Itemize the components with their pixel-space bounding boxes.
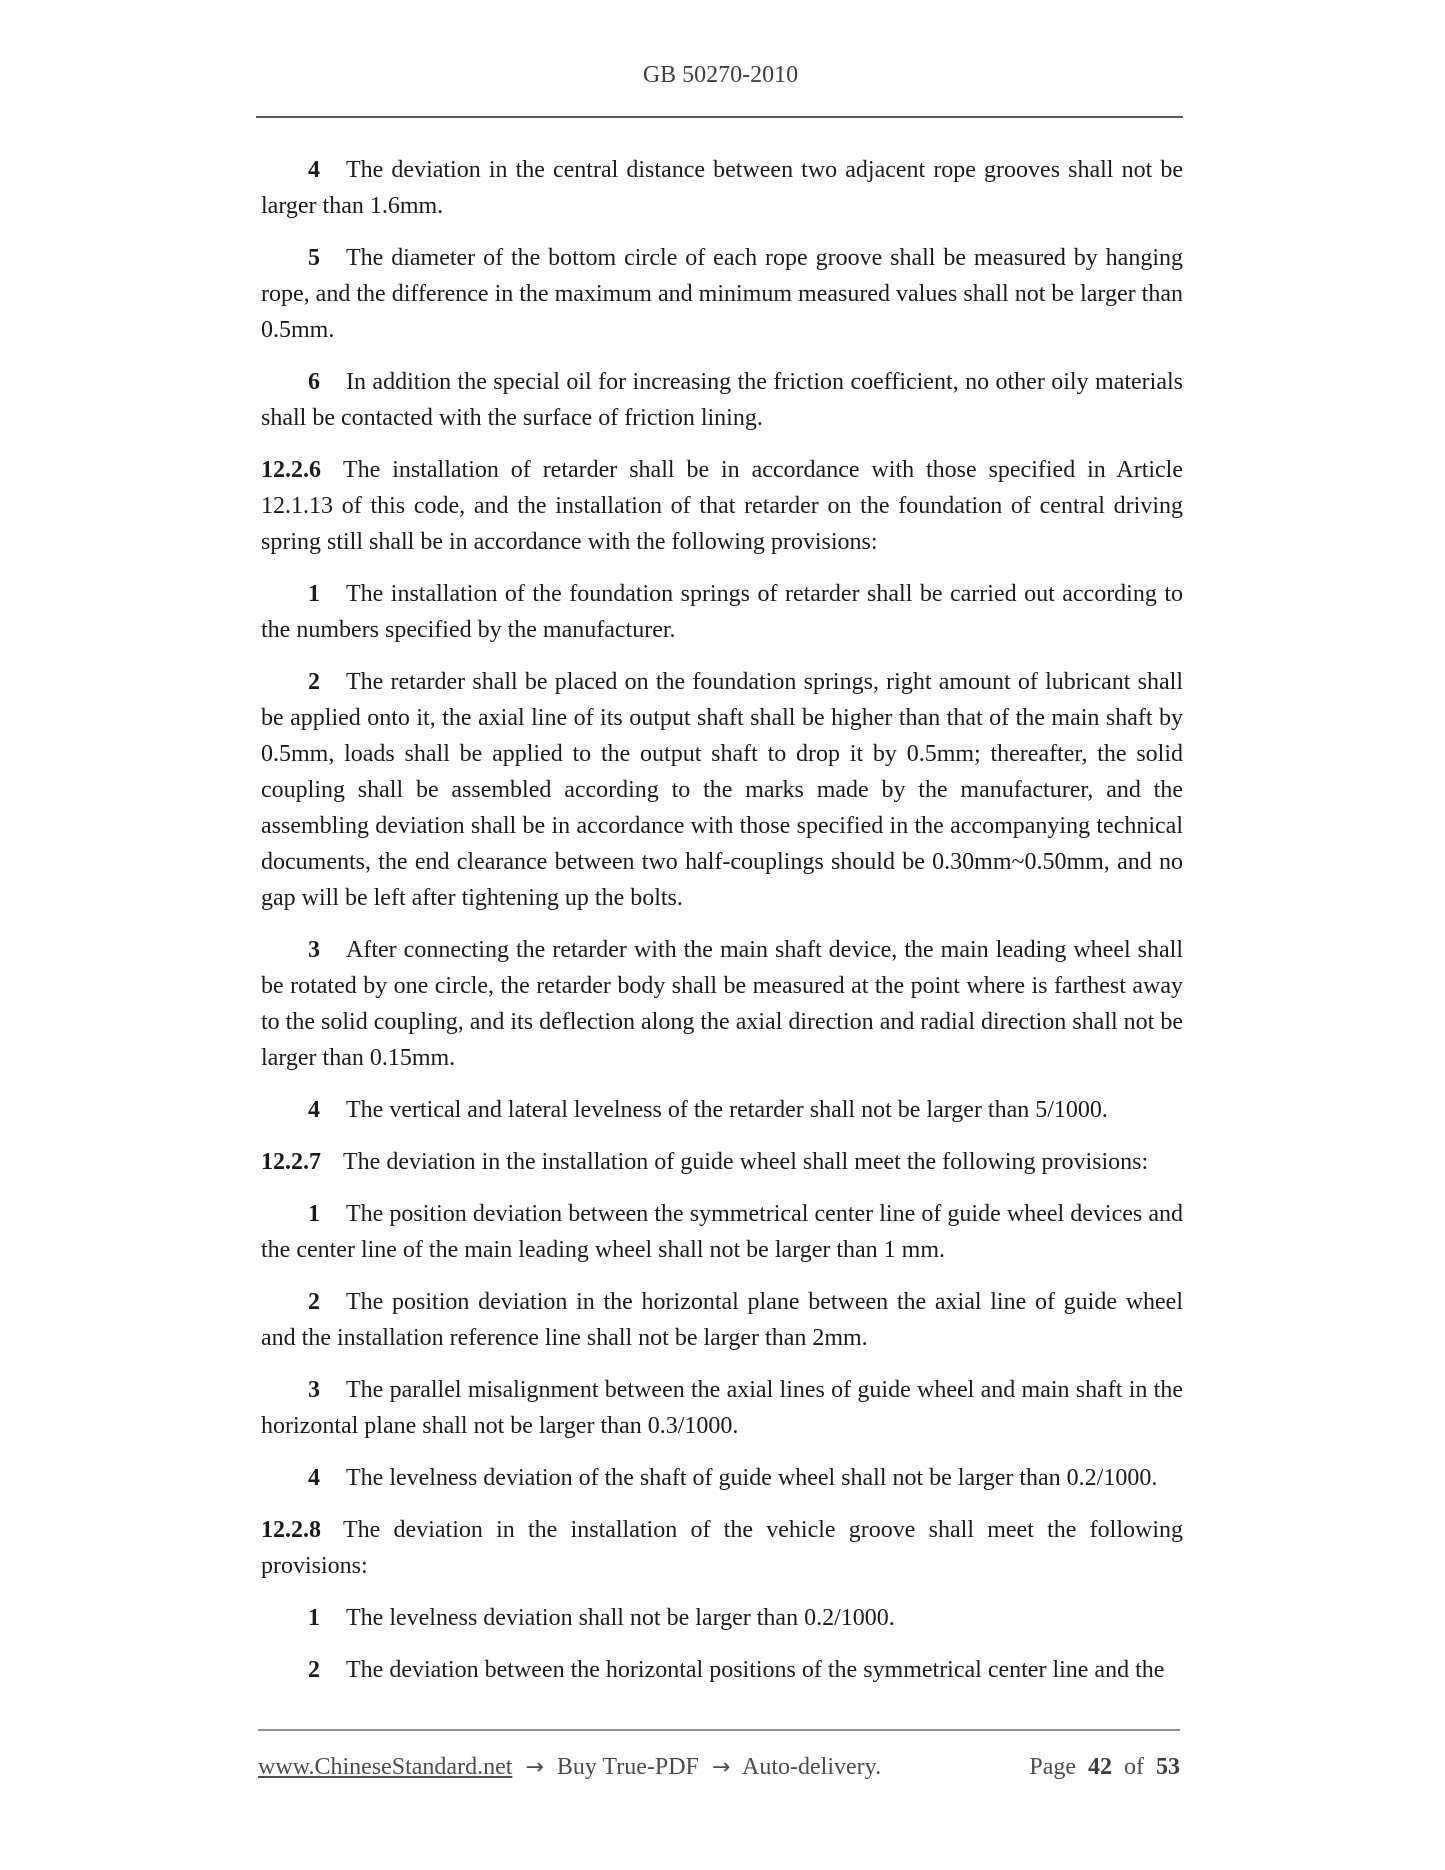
- footer-delivery-text: Auto-delivery.: [742, 1754, 882, 1780]
- section-paragraph: [261, 1512, 1183, 1584]
- footer-rule: [258, 1729, 1180, 1731]
- paragraph-text: The deviation in the central distance between two adjacent rope grooves shall not be larger than 1.6mm.: [261, 157, 1183, 219]
- footer-left: [258, 1752, 888, 1783]
- paragraph-text: The position deviation in the horizontal plane between the axial line of guide wheel and the installation reference line shall not be larger than 2mm.: [261, 1289, 1183, 1351]
- item-number: 6: [308, 369, 320, 395]
- paragraph: [261, 1600, 1183, 1636]
- paragraph-text: The deviation in the installation of the vehicle groove shall meet the following provisions:: [261, 1517, 1183, 1579]
- item-number: 2: [308, 669, 320, 695]
- item-number: 3: [308, 937, 320, 963]
- paragraph-text: The diameter of the bottom circle of each rope groove shall be measured by hanging rope, and the difference in the maximum and minimum measured values shall not be larger than 0.5mm.: [261, 245, 1183, 343]
- paragraph-text: After connecting the retarder with the main shaft device, the main leading wheel shall be rotated by one circle, the retarder body shall be measured at the point where is farthest away to the solid coupling, and its deflection along the axial direction and radial direction shall not be larger than 0.15mm.: [261, 937, 1183, 1071]
- item-number: 1: [308, 581, 320, 607]
- paragraph-text: The installation of the foundation springs of retarder shall be carried out according to the numbers specified by the manufacturer.: [261, 581, 1183, 643]
- section-paragraph: [261, 1144, 1183, 1180]
- paragraph: [261, 240, 1183, 348]
- paragraph: [261, 1284, 1183, 1356]
- paragraph-text: The levelness deviation of the shaft of guide wheel shall not be larger than 0.2/1000.: [346, 1465, 1158, 1491]
- item-number: 2: [308, 1289, 320, 1315]
- item-number: 2: [308, 1657, 320, 1683]
- header-rule: [256, 116, 1183, 118]
- item-number: 4: [308, 1465, 320, 1491]
- paragraph: [261, 576, 1183, 648]
- paragraph-text: The parallel misalignment between the axial lines of guide wheel and main shaft in the horizontal plane shall not be larger than 0.3/1000.: [261, 1377, 1183, 1439]
- paragraph-text: The position deviation between the symmetrical center line of guide wheel devices and the center line of the main leading wheel shall not be larger than 1 mm.: [261, 1201, 1183, 1263]
- section-number: 12.2.8: [261, 1517, 321, 1543]
- footer-buy-text: Buy True-PDF: [556, 1754, 699, 1780]
- paragraph: [261, 364, 1183, 436]
- paragraph-text: The deviation between the horizontal positions of the symmetrical center line and the: [346, 1657, 1165, 1683]
- item-number: 4: [308, 1097, 320, 1123]
- paragraph: [261, 1092, 1183, 1128]
- arrow-right-icon: →: [711, 1755, 731, 1780]
- item-number: 1: [308, 1201, 320, 1227]
- paragraph: [261, 1372, 1183, 1444]
- paragraph: [261, 664, 1183, 916]
- page-title: GB 50270-2010: [642, 62, 799, 88]
- page-indicator: [1029, 1752, 1180, 1782]
- footer-link[interactable]: www.ChineseStandard.net: [258, 1754, 513, 1780]
- section-number: 12.2.7: [261, 1149, 321, 1175]
- paragraph-text: The deviation in the installation of guide wheel shall meet the following provisions:: [343, 1149, 1149, 1175]
- page-of-label: of: [1124, 1754, 1144, 1780]
- paragraph-text: The vertical and lateral levelness of the retarder shall not be larger than 5/1000.: [346, 1097, 1108, 1123]
- paragraph-text: The retarder shall be placed on the foundation springs, right amount of lubricant shall be applied onto it, the axial line of its output shaft shall be higher than that of the main shaft by 0.5mm, loads shall be applied to the output shaft to drop it by 0.5mm; thereafter, the solid coupling shall be assembled according to the marks made by the manufacturer, and the assembling deviation shall be in accordance with those specified in the accompanying technical documents, the end clearance between two half-couplings should be 0.30mm~0.50mm, and no gap will be left after tightening up the bolts.: [261, 669, 1183, 911]
- item-number: 3: [308, 1377, 320, 1403]
- page-current: 42: [1088, 1754, 1112, 1780]
- paragraph: [261, 1652, 1183, 1688]
- paragraph-text: The levelness deviation shall not be larger than 0.2/1000.: [346, 1605, 895, 1631]
- footer: [258, 1752, 1180, 1783]
- paragraph-text: In addition the special oil for increasing the friction coefficient, no other oily materials shall be contacted with the surface of friction lining.: [261, 369, 1183, 431]
- item-number: 4: [308, 157, 320, 183]
- item-number: 1: [308, 1605, 320, 1631]
- section-number: 12.2.6: [261, 457, 321, 483]
- arrow-right-icon: →: [525, 1755, 544, 1780]
- page-total: 53: [1156, 1754, 1180, 1780]
- page-label: Page: [1029, 1754, 1076, 1780]
- item-number: 5: [308, 245, 320, 271]
- paragraph: [261, 1460, 1183, 1496]
- document-body: [261, 152, 1183, 1704]
- paragraph: [261, 1196, 1183, 1268]
- paragraph: [261, 932, 1183, 1076]
- paragraph-text: The installation of retarder shall be in accordance with those specified in Article 12.1.13 of this code, and the installation of that retarder on the foundation of central driving spring still shall be in accordance with the following provisions:: [261, 457, 1183, 555]
- section-paragraph: [261, 452, 1183, 560]
- paragraph: [261, 152, 1183, 224]
